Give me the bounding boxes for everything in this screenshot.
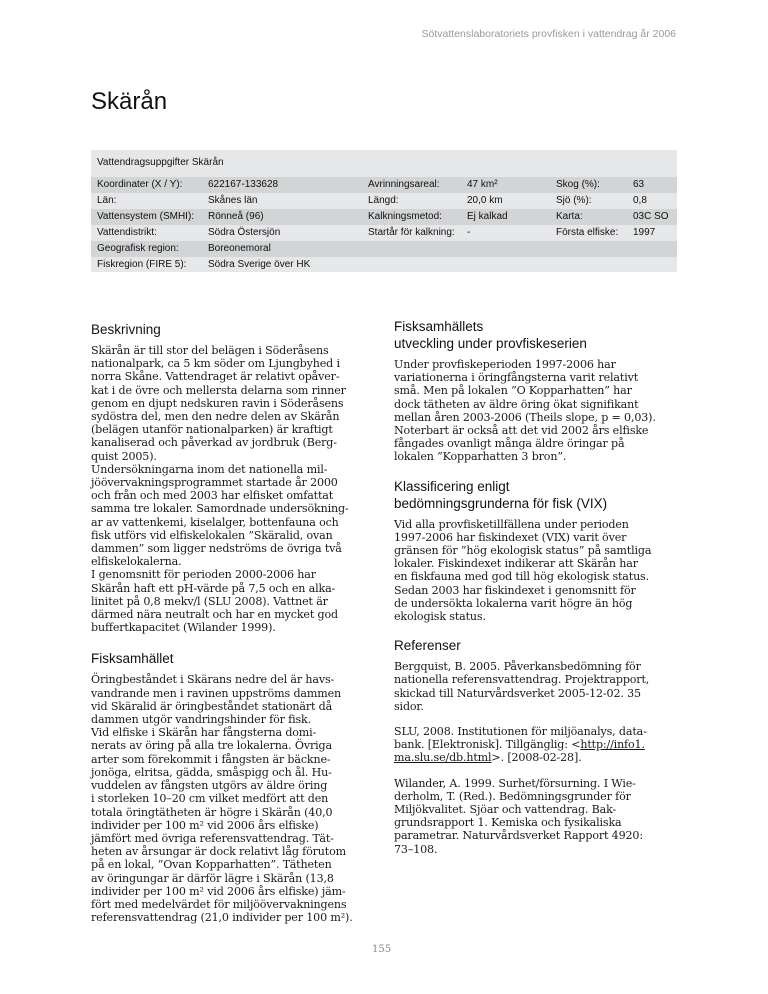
info-value: 63 xyxy=(633,179,645,190)
info-label: Vattensystem (SMHI): xyxy=(97,211,195,222)
info-label: Kalkningsmetod: xyxy=(368,211,442,222)
page-title: Skärån xyxy=(91,88,168,115)
paragraph: Undersökningarna inom det nationella mil- jöövervakningsprogrammet startade år 2000 och från och med 2003 har elfisket omfattat samma tre lokaler. Samordnade undersökning- ar av vattenkemi, kiselalger, bottenfauna och fisk utförs vid elfiskelokalen ”Skäralid, ovan dammen” som ligger nedströms de övriga två elfiskelokalerna. xyxy=(91,462,349,569)
section-heading-klassificering: Klassificering enligt bedömningsgrunderna för fisk (VIX) xyxy=(394,478,608,511)
info-label: Fiskregion (FIRE 5): xyxy=(97,259,187,270)
info-label: Första elfiske: xyxy=(556,227,619,238)
info-row xyxy=(91,177,677,193)
section-heading-utveckling: Fisksamhällets utveckling under provfiskeserien xyxy=(394,319,587,351)
info-value: Boreonemoral xyxy=(208,243,271,254)
info-value: 47 km² xyxy=(467,179,498,190)
info-label: Karta: xyxy=(556,211,583,222)
info-value: Skånes län xyxy=(208,195,258,206)
info-value: 0,8 xyxy=(633,195,647,206)
info-label: Sjö (%): xyxy=(556,195,592,206)
info-label: Startår för kalkning: xyxy=(368,227,455,238)
paragraph: Öringbeståndet i Skärans nedre del är havs- vandrande men i ravinen uppströms dammen vid Skäralid är öringbeståndet stationärt då dammen utgör vandringshinder för fisk. xyxy=(91,673,342,727)
info-row xyxy=(91,225,677,241)
info-value: Ej kalkad xyxy=(467,211,508,222)
info-value: Södra Sverige över HK xyxy=(208,259,311,270)
paragraph: I genomsnitt för perioden 2000-2006 har Skärån haft ett pH-värde på 7,5 och en alka- linitet på 0,8 mekv/l (SLU 2008). Vattnet är därmed nära neutralt och har en mycket god buffertkapacitet (Wilander 1999). xyxy=(91,568,338,635)
section-heading-fisksamhallet: Fisksamhället xyxy=(91,651,174,667)
info-value: 1997 xyxy=(633,227,656,238)
info-label: Avrinningsareal: xyxy=(368,179,440,190)
info-label: Koordinater (X / Y): xyxy=(97,179,183,190)
running-header: Sötvattenslaboratoriets provfisken i vattendrag år 2006 xyxy=(421,28,676,40)
info-box-title: Vattendragsuppgifter Skärån xyxy=(97,157,224,168)
page-number: 155 xyxy=(372,944,392,955)
reference-text: SLU, 2008. Institutionen för miljöanalys, data- bank. [Elektronisk]. Tillgänglig: < xyxy=(394,725,647,752)
section-heading-beskrivning: Beskrivning xyxy=(91,322,161,337)
info-value: 20,0 km xyxy=(467,195,503,206)
info-label: Geografisk region: xyxy=(97,243,179,254)
info-value: 622167-133628 xyxy=(208,179,279,190)
section-heading-referenser: Referenser xyxy=(394,638,461,654)
reference-link[interactable]: http://info1. ma.slu.se/db.html xyxy=(394,738,645,765)
info-row xyxy=(91,241,677,257)
info-label: Längd: xyxy=(368,195,399,206)
info-value: Rönneå (96) xyxy=(208,211,264,222)
info-value: 03C SO xyxy=(633,211,669,222)
reference-item xyxy=(394,725,677,765)
paragraph: Under provfiskeperioden 1997-2006 har variationerna i öringfångsterna varit relativt små. Men på lokalen ”O Kopparhatten” har dock tätheten av äldre öring ökat signifikant mellan åren 2003-2006 (Theils slope, p = 0,03). Noterbart är också att det vid 2002 års elfiske fångades ovanligt många äldre öringar på lokalen ”Kopparhatten 3 bron”. xyxy=(394,358,656,464)
info-row xyxy=(91,257,677,272)
info-label: Skog (%): xyxy=(556,179,600,190)
reference-item: Bergquist, B. 2005. Påverkansbedömning för nationella referensvattendrag. Projektrapport, skickad till Naturvårdsverket 2005-12-02. 35 sidor. xyxy=(394,660,650,713)
paragraph: Vid elfiske i Skärån har fångsterna domi- nerats av öring på alla tre lokalerna. Övriga arter som förekommit i fångsten är bäckne- jonöga, elritsa, gädda, småspigg och ål. Hu- vuddelen av fångsten utgörs av äldre öring i storleken 10–20 cm vilket medfört att den totala öringtätheten är högre i Skärån (40,0 individer per 100 m² vid 2006 års elfiske) jämfört med övriga referensvattendrag. Tät- heten av årsungar är dock relativt låg förutom på en lokal, ”Ovan Kopparhatten”. Tätheten av öringungar är därför lägre i Skärån (13,8 individer per 100 m² vid 2006 års elfiske) jäm- fört med medelvärdet för miljöövervakningens referensvattendrag (21,0 individer per 100 m²). xyxy=(91,726,353,925)
paragraph: Skärån är till stor del belägen i Söderåsens nationalpark, ca 5 km söder om Ljungbyhed i norra Skåne. Vattendraget är relativt opåver- kat i de övre och mellersta delarna som rinner genom en djupt nedskuren ravin i Söderåsens sydöstra del, men den nedre delen av Skärån (belägen utanför nationalparken) är kraftigt kanaliserad och påverkad av jordbruk (Berg- quist 2005). xyxy=(91,344,346,463)
paragraph: Vid alla provfisketillfällena under perioden 1997-2006 har fiskindexet (VIX) varit över gränsen för ”hög ekologisk status” på samtliga lokaler. Fiskindexet indikerar att Skärån har en fiskfauna med god till hög ekologisk status. Sedan 2003 har fiskindexet i genomsnitt för de undersökta lokalerna varit högre än hög ekologisk status. xyxy=(394,517,652,624)
info-label: Vattendistrikt: xyxy=(97,227,157,238)
watercourse-info-box xyxy=(91,150,677,272)
info-label: Län: xyxy=(97,195,117,206)
info-row xyxy=(91,193,677,209)
reference-text: >. [2008-02-28]. xyxy=(491,751,582,765)
left-column xyxy=(91,321,374,924)
right-column xyxy=(394,318,677,868)
info-value: - xyxy=(467,227,471,238)
info-value: Södra Östersjön xyxy=(208,227,281,238)
info-row xyxy=(91,209,677,225)
reference-item: Wilander, A. 1999. Surhet/försurning. I Wie- derholm, T. (Red.). Bedömningsgrunder för Miljökvalitet. Sjöar och vattendrag. Bak- grundsrapport 1. Kemiska och fysikaliska parametrar. Naturvårdsverket Rapport 4920: 73–108. xyxy=(394,776,643,856)
